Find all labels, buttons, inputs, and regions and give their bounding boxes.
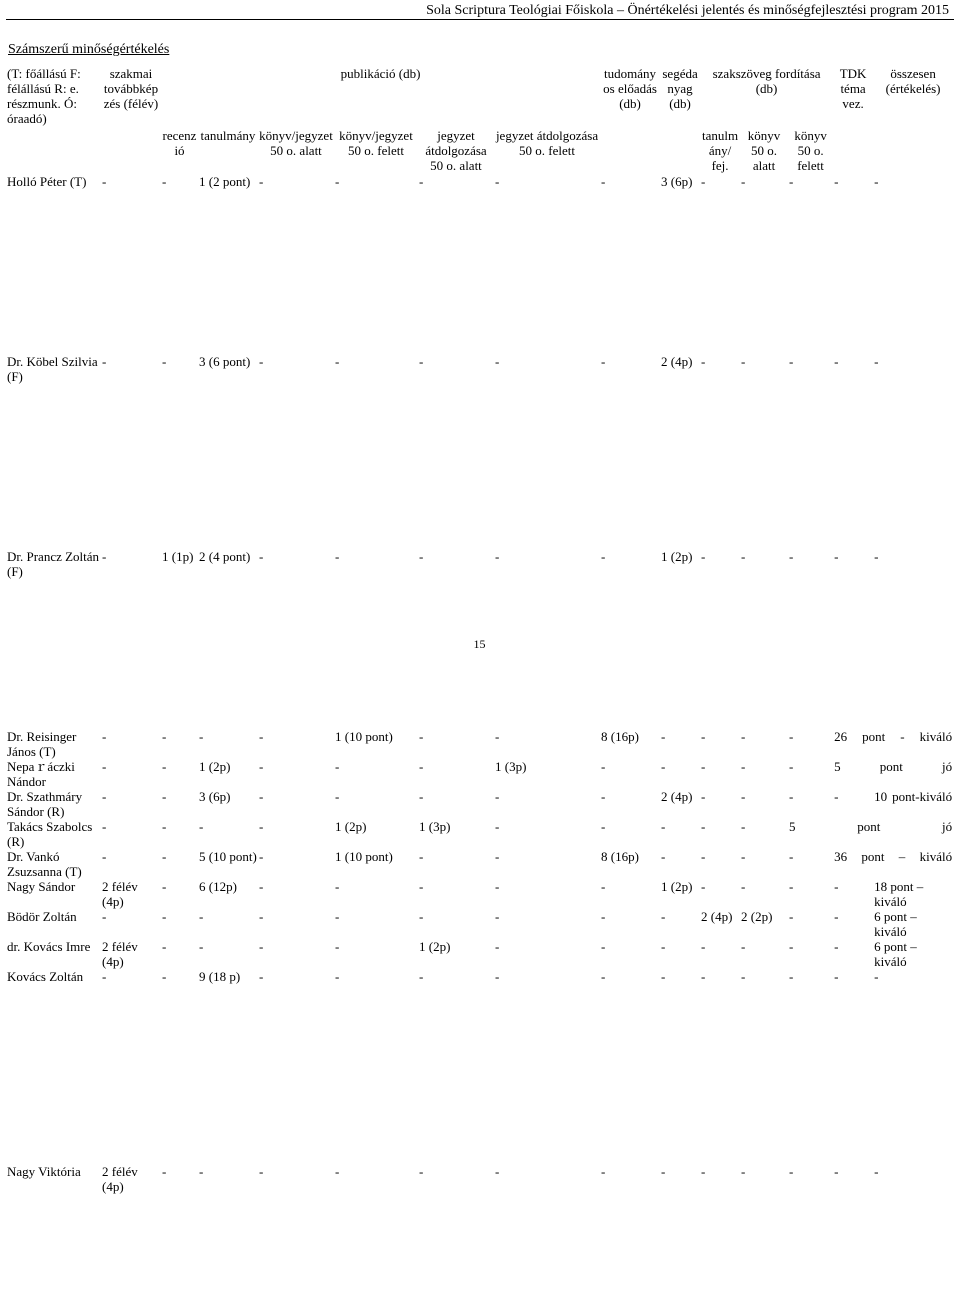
table-row — [6, 969, 953, 1164]
row-cell: 3 (6 pont) — [199, 354, 251, 369]
row-cell: - — [601, 879, 606, 894]
row-cell: - — [495, 939, 500, 954]
page-header — [0, 0, 959, 20]
row-cell: - — [789, 969, 794, 984]
row-cell: - — [874, 354, 879, 369]
row-cell: - — [259, 909, 264, 924]
row-cell: - — [199, 1164, 204, 1179]
row-cell: 3 (6p) — [199, 789, 231, 804]
table-row — [6, 759, 953, 789]
row-name: Dr. Szathmáry Sándor (R) — [7, 789, 83, 819]
table-row — [6, 849, 953, 879]
row-total: 5 pont jó — [789, 819, 953, 834]
col-osszesen: összesen (értékelés) — [885, 66, 941, 96]
row-cell: - — [259, 879, 264, 894]
row-cell: - — [259, 969, 264, 984]
row-cell: 1 (2p) — [335, 819, 367, 834]
row-cell: - — [199, 729, 204, 744]
evaluation-grid — [6, 66, 953, 1298]
row-cell: 1 (2p) — [199, 759, 231, 774]
row-name: Dr. Reisinger János (T) — [7, 729, 77, 759]
row-cell: - — [102, 759, 107, 774]
row-cell: - — [789, 909, 794, 924]
row-cell: - — [701, 549, 706, 564]
col-jegyzet-felett: jegyzet átdolgozása 50 o. felett — [495, 128, 599, 158]
row-cell: - — [335, 354, 340, 369]
row-cell: - — [789, 879, 794, 894]
row-name: Nagy Sándor — [7, 879, 76, 894]
page-number: 15 — [473, 637, 486, 651]
row-cell: - — [661, 759, 666, 774]
row-cell: 1 (10 pont) — [335, 849, 393, 864]
row-cell: - — [162, 939, 167, 954]
row-cell: - — [834, 789, 839, 804]
row-cell: 1 (2 pont) — [199, 174, 251, 189]
row-cell: 1 (10 pont) — [335, 729, 393, 744]
row-cell: - — [259, 174, 264, 189]
row-name: dr. Kovács Imre — [7, 939, 91, 954]
row-cell: - — [661, 909, 666, 924]
row-cell: - — [102, 354, 107, 369]
row-cell: - — [601, 969, 606, 984]
row-cell: - — [259, 789, 264, 804]
row-cell: - — [495, 729, 500, 744]
row-cell: - — [162, 354, 167, 369]
row-name: Nepaｒáczki Nándor — [7, 759, 75, 789]
col-recenzio: recenzió — [162, 128, 197, 158]
row-cell: - — [259, 939, 264, 954]
row-total: 6 pont – kiváló — [874, 939, 917, 969]
row-cell: - — [661, 1164, 666, 1179]
row-cell: - — [419, 789, 424, 804]
row-cell: - — [741, 549, 746, 564]
row-cell: 2 (2p) — [741, 909, 773, 924]
row-cell: - — [701, 849, 706, 864]
col-tdk: TDK téma vez. — [839, 66, 867, 111]
col-jegyzet-alatt: jegyzet átdolgozása 50 o. alatt — [425, 128, 487, 173]
row-cell: - — [102, 729, 107, 744]
row-cell: - — [102, 969, 107, 984]
header-rule — [6, 19, 954, 20]
table-row — [6, 939, 953, 969]
row-cell: - — [162, 849, 167, 864]
row-cell: - — [495, 909, 500, 924]
col-konyv-felett: könyv/jegyzet 50 o. felett — [339, 128, 413, 158]
row-cell: - — [789, 789, 794, 804]
row-cell: - — [335, 549, 340, 564]
section-title: Számszerű minőségértékelés — [8, 42, 170, 57]
col-publikacio: publikáció (db) — [340, 66, 421, 81]
row-name: Takács Szabolcs (R) — [7, 819, 93, 849]
row-cell: - — [661, 729, 666, 744]
row-cell: 8 (16p) — [601, 849, 639, 864]
row-cell: 2 (4 pont) — [199, 549, 251, 564]
row-cell: - — [701, 1164, 706, 1179]
row-cell: 5 (10 pont) — [199, 849, 257, 864]
row-cell: - — [162, 789, 167, 804]
row-cell: - — [701, 969, 706, 984]
row-cell: 2 (4p) — [661, 789, 693, 804]
row-cell: - — [102, 549, 107, 564]
row-cell: - — [419, 729, 424, 744]
row-cell: - — [199, 939, 204, 954]
row-cell: - — [601, 939, 606, 954]
row-cell: - — [741, 174, 746, 189]
row-cell: - — [701, 759, 706, 774]
row-cell: - — [834, 969, 839, 984]
row-name: Bödör Zoltán — [7, 909, 77, 924]
row-total: 6 pont – kiváló — [874, 909, 917, 939]
row-cell: - — [259, 729, 264, 744]
row-cell: - — [601, 1164, 606, 1179]
row-cell: - — [199, 819, 204, 834]
row-cell: - — [874, 1164, 879, 1179]
row-cell: - — [162, 879, 167, 894]
row-cell: - — [834, 549, 839, 564]
row-cell: - — [259, 819, 264, 834]
row-cell: 1 (1p) — [162, 549, 194, 564]
row-cell: 1 (2p) — [661, 549, 693, 564]
row-cell: - — [741, 819, 746, 834]
row-cell: - — [661, 969, 666, 984]
row-cell: - — [701, 819, 706, 834]
row-cell: - — [601, 174, 606, 189]
row-cell: - — [162, 1164, 167, 1179]
row-cell: 2 (4p) — [701, 909, 733, 924]
row-cell: - — [741, 1164, 746, 1179]
row-cell: - — [419, 909, 424, 924]
row-cell: - — [601, 549, 606, 564]
table-row — [6, 729, 953, 759]
row-cell: - — [701, 729, 706, 744]
row-cell: 8 (16p) — [601, 729, 639, 744]
row-cell: 6 (12p) — [199, 879, 237, 894]
col-szakmai: szakmai továbbképzés (félév) — [103, 66, 159, 111]
row-name: Holló Péter (T) — [7, 174, 87, 189]
row-cell: - — [601, 789, 606, 804]
row-cell: - — [789, 1164, 794, 1179]
row-total: 10 pont-kiváló — [874, 789, 953, 804]
row-cell: - — [789, 174, 794, 189]
row-cell: - — [335, 174, 340, 189]
row-cell: - — [419, 174, 424, 189]
row-cell: - — [419, 1164, 424, 1179]
row-cell: 1 (2p) — [419, 939, 451, 954]
row-cell: - — [162, 909, 167, 924]
row-cell: - — [335, 939, 340, 954]
row-cell: 1 (3p) — [419, 819, 451, 834]
row-cell: - — [661, 939, 666, 954]
row-cell: - — [495, 354, 500, 369]
row-cell: 2 (4p) — [661, 354, 693, 369]
row-cell: - — [874, 174, 879, 189]
row-cell: - — [834, 1164, 839, 1179]
row-name: Nagy Viktória — [7, 1164, 81, 1179]
col-tudomanyos: tudományos előadás (db) — [603, 66, 657, 111]
row-total: 36 pont – kiváló — [834, 849, 953, 864]
row-cell: - — [789, 729, 794, 744]
row-name: Dr. Vankó Zsuzsanna (T) — [7, 849, 82, 879]
col-segedanyag: segédanyag (db) — [662, 66, 698, 111]
row-cell: - — [701, 939, 706, 954]
row-cell: - — [335, 759, 340, 774]
row-cell: - — [789, 549, 794, 564]
row-cell: - — [701, 789, 706, 804]
col-fordit-tanulmany: tanulmány/ fej. — [701, 128, 739, 173]
row-cell: - — [162, 969, 167, 984]
row-cell: - — [741, 969, 746, 984]
row-name: Dr. Köbel Szilvia (F) — [7, 354, 98, 384]
row-cell: 2 félév (4p) — [102, 1164, 138, 1194]
row-cell: - — [495, 849, 500, 864]
row-cell: - — [661, 849, 666, 864]
col-szakszoveg: szakszöveg fordítása (db) — [712, 66, 821, 96]
row-cell: - — [741, 729, 746, 744]
row-cell: - — [874, 969, 879, 984]
row-cell: 9 (18 p) — [199, 969, 241, 984]
table-row — [6, 174, 953, 354]
row-cell: - — [102, 789, 107, 804]
row-cell: 2 félév (4p) — [102, 939, 138, 969]
row-cell: - — [834, 909, 839, 924]
row-cell: 1 (3p) — [495, 759, 527, 774]
row-cell: - — [259, 849, 264, 864]
row-cell: - — [741, 759, 746, 774]
row-cell: - — [834, 939, 839, 954]
table-row — [6, 879, 953, 909]
row-cell: - — [834, 174, 839, 189]
row-cell: - — [162, 759, 167, 774]
row-cell: - — [419, 354, 424, 369]
row-cell: - — [701, 174, 706, 189]
row-cell: - — [162, 174, 167, 189]
row-cell: - — [834, 354, 839, 369]
row-cell: - — [601, 819, 606, 834]
row-cell: - — [601, 909, 606, 924]
table-row — [6, 909, 953, 939]
col-konyv-alatt: könyv/jegyzet 50 o. alatt — [259, 128, 333, 158]
row-cell: - — [199, 909, 204, 924]
row-name: Kovács Zoltán — [7, 969, 84, 984]
evaluation-table — [6, 66, 953, 1298]
row-name: Dr. Prancz Zoltán (F) — [7, 549, 100, 579]
row-cell: - — [701, 354, 706, 369]
row-cell: 3 (6p) — [661, 174, 693, 189]
row-cell: - — [259, 759, 264, 774]
row-cell: - — [335, 909, 340, 924]
row-cell: - — [601, 354, 606, 369]
row-cell: - — [495, 549, 500, 564]
row-cell: - — [335, 1164, 340, 1179]
table-body — [6, 174, 953, 1298]
row-cell: - — [495, 174, 500, 189]
row-cell: - — [495, 789, 500, 804]
row-cell: - — [259, 1164, 264, 1179]
row-cell: - — [102, 909, 107, 924]
row-cell: - — [741, 939, 746, 954]
page-header-text: Sola Scriptura Teológiai Főiskola – Önértékelési jelentés és minőségfejlesztési program 2015 — [426, 3, 949, 18]
row-total: 5 pont jó — [834, 759, 953, 774]
row-cell: - — [335, 879, 340, 894]
row-cell: - — [259, 354, 264, 369]
row-cell: - — [789, 354, 794, 369]
table-row — [6, 819, 953, 849]
row-cell: - — [495, 1164, 500, 1179]
row-cell: - — [102, 819, 107, 834]
header-row-1 — [6, 66, 953, 128]
row-total: 18 pont – kiváló — [874, 879, 924, 909]
table-row — [6, 789, 953, 819]
table-row — [6, 1164, 953, 1298]
row-cell: - — [419, 849, 424, 864]
col-fordit-konyv-felett: könyv 50 o. felett — [794, 128, 827, 173]
row-total: 26 pont - kiváló — [834, 729, 953, 744]
row-cell: - — [259, 549, 264, 564]
row-cell: - — [419, 549, 424, 564]
row-cell: - — [741, 354, 746, 369]
row-cell: - — [834, 879, 839, 894]
row-cell: - — [162, 819, 167, 834]
row-cell: - — [874, 549, 879, 564]
col-tanulmany: tanulmány — [200, 128, 256, 143]
table-row — [6, 354, 953, 549]
row-cell: - — [419, 879, 424, 894]
legend-cell: (T: főállású F: félállású R: e. részmunk. Ó: óraadó) — [7, 66, 81, 126]
col-fordit-konyv-alatt: könyv 50 o. alatt — [747, 128, 781, 173]
row-cell: - — [789, 759, 794, 774]
row-cell: 1 (2p) — [661, 879, 693, 894]
row-cell: - — [789, 849, 794, 864]
row-cell: - — [419, 969, 424, 984]
row-cell: - — [495, 879, 500, 894]
row-cell: - — [495, 969, 500, 984]
row-cell: - — [741, 849, 746, 864]
row-cell: - — [335, 969, 340, 984]
row-cell: - — [495, 819, 500, 834]
row-cell: - — [701, 879, 706, 894]
row-cell: - — [102, 849, 107, 864]
row-cell: - — [335, 789, 340, 804]
row-cell: - — [102, 174, 107, 189]
row-cell: - — [789, 939, 794, 954]
row-cell: - — [162, 729, 167, 744]
row-cell: - — [601, 759, 606, 774]
row-cell: - — [419, 759, 424, 774]
row-cell: 2 félév (4p) — [102, 879, 138, 909]
row-cell: - — [661, 819, 666, 834]
row-cell: - — [741, 879, 746, 894]
row-cell: - — [741, 789, 746, 804]
